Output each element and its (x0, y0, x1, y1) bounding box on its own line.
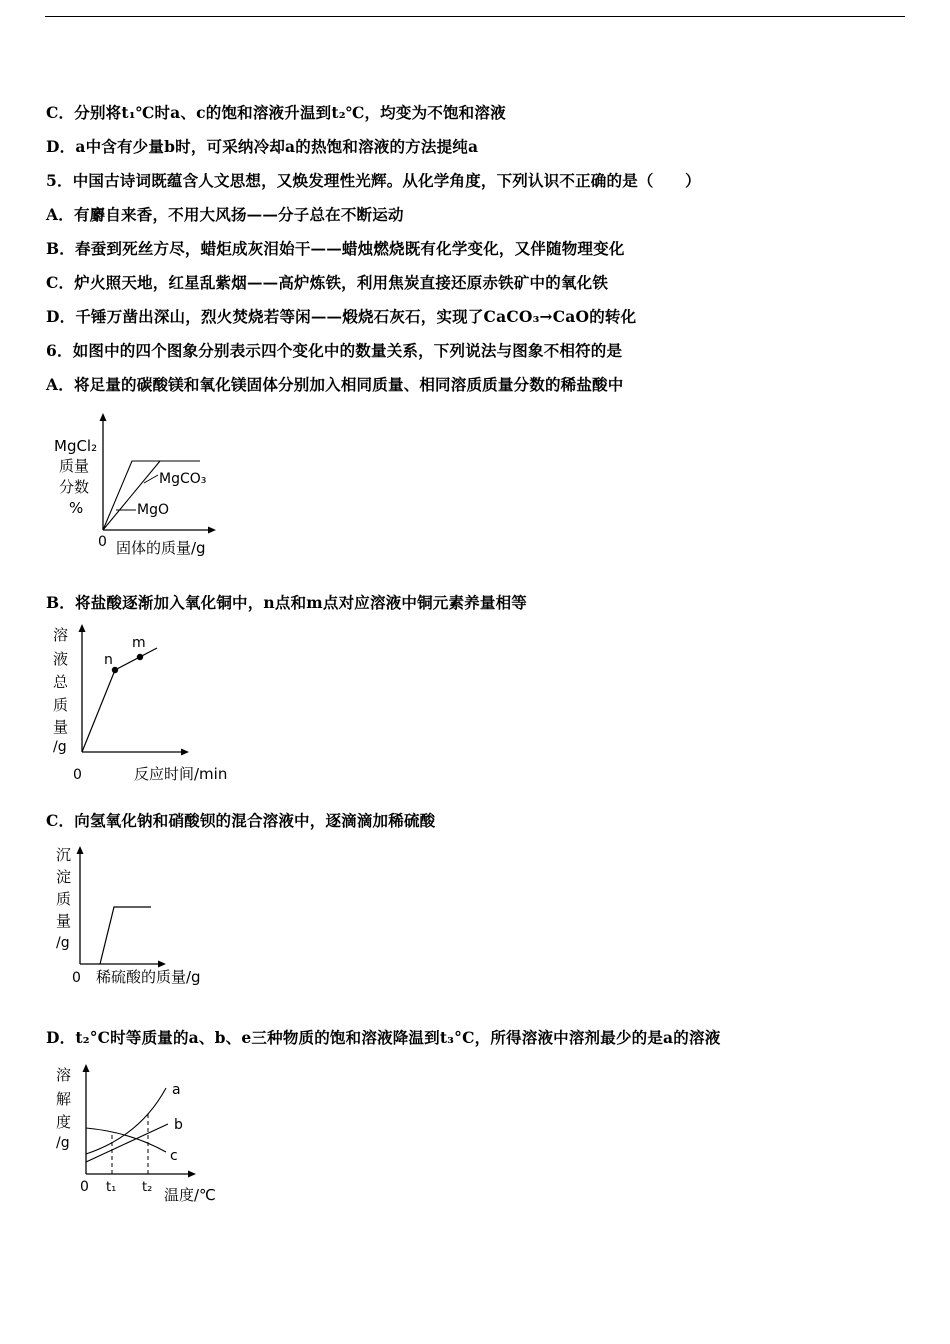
x-axis-arrow (181, 749, 189, 756)
header-rule (45, 16, 905, 17)
point-m-label: m (132, 635, 146, 651)
question-5-option-d (46, 305, 636, 327)
graph-b (40, 620, 250, 790)
question-5-option-b (46, 237, 625, 259)
x-axis-arrow (188, 1171, 196, 1178)
y-label-char-3: 质 (56, 890, 72, 908)
option-text: 有麝自来香，不用大风扬——分子总在不断运动 (73, 205, 404, 224)
x-axis-arrow (158, 961, 166, 968)
question-6-option-d (46, 1026, 720, 1048)
curve-c (86, 1128, 166, 1152)
y-label-char-3: 度 (56, 1113, 72, 1131)
y-label-char-5: /g (56, 935, 70, 951)
y-label-line-1: MgCl₂ (54, 437, 98, 455)
question-text: 如图中的四个图象分别表示四个变化中的数量关系，下列说法与图象不相符的是 (72, 341, 623, 360)
option-label: B． (46, 239, 76, 258)
y-label-char-5: 量 (53, 718, 69, 736)
y-label-line-4: % (69, 499, 84, 517)
y-label-char-6: /g (53, 739, 67, 755)
y-label-char-1: 溶 (56, 1066, 72, 1084)
option-text: 炉火照天地，红星乱紫烟——高炉炼铁，利用焦炭直接还原赤铁矿中的氧化铁 (74, 273, 609, 292)
series-label-mgo: MgO (137, 502, 169, 518)
option-label: C． (46, 811, 75, 830)
y-label-char-4: 量 (56, 912, 72, 930)
curve-a (86, 1088, 166, 1154)
y-label-char-1: 沉 (56, 846, 72, 864)
mgco3-line (103, 461, 160, 530)
option-label: A． (46, 205, 74, 224)
origin-label: 0 (80, 1179, 89, 1195)
series-label-mgco3: MgCO₃ (159, 471, 207, 487)
question-6-option-c (46, 809, 435, 831)
y-label-line-3: 分数 (59, 478, 90, 496)
y-axis-arrow (83, 1064, 90, 1072)
mgco3-leader (144, 475, 158, 483)
x-axis-label: 温度/℃ (164, 1186, 216, 1204)
graph-c (40, 838, 250, 998)
y-axis-arrow (77, 846, 84, 854)
tick-t1-label: t₁ (106, 1180, 117, 1195)
origin-label: 0 (72, 970, 81, 986)
y-label-char-3: 总 (53, 673, 69, 691)
x-axis-arrow (208, 527, 216, 534)
question-5-option-a (46, 203, 404, 225)
option-label: A． (46, 375, 74, 394)
option-c-previous (46, 101, 506, 123)
option-label: C． (46, 273, 75, 292)
option-label: D． (46, 137, 76, 156)
precipitate-curve (100, 907, 151, 964)
question-number: 5． (46, 171, 73, 190)
y-axis-arrow (100, 413, 107, 421)
option-label: C． (46, 103, 75, 122)
question-6-option-a (46, 373, 623, 395)
graph-a (40, 405, 240, 565)
question-6 (46, 339, 622, 361)
curve-b-label: b (174, 1117, 183, 1133)
y-label-char-1: 溶 (53, 626, 69, 644)
tick-t2-label: t₂ (142, 1180, 153, 1195)
option-text: 春蚕到死丝方尽，蜡炬成灰泪始干——蜡烛燃烧既有化学变化，又伴随物理变化 (75, 239, 625, 258)
y-axis-arrow (79, 624, 86, 632)
y-label-char-2: 解 (56, 1090, 72, 1108)
option-text: 千锤万凿出深山，烈火焚烧若等闲——煅烧石灰石，实现了CaCO₃→CaO的转化 (75, 307, 637, 326)
question-5 (46, 169, 701, 191)
option-label: D． (46, 307, 76, 326)
option-text: t₂°C时等质量的a、b、e三种物质的饱和溶液降温到t₃°C，所得溶液中溶剂最少的是a的溶液 (75, 1028, 721, 1047)
question-number: 6． (46, 341, 73, 360)
mass-curve (82, 648, 157, 752)
x-axis-label: 反应时间/min (134, 765, 228, 783)
option-label: D． (46, 1028, 76, 1047)
option-label: B． (46, 593, 76, 612)
option-text: 向氢氧化钠和硝酸钡的混合溶液中，逐滴滴加稀硫酸 (74, 811, 436, 830)
origin-label: 0 (98, 534, 107, 550)
y-label-char-2: 液 (53, 650, 69, 668)
y-label-char-4: /g (56, 1135, 70, 1151)
option-text: 分别将t₁℃时a、c的饱和溶液升温到t₂℃，均变为不饱和溶液 (74, 103, 506, 122)
curve-c-label: c (170, 1148, 178, 1164)
option-text: 将盐酸逐渐加入氧化铜中，n点和m点对应溶液中铜元素养量相等 (75, 593, 527, 612)
y-label-char-2: 淀 (56, 868, 72, 886)
option-d-previous (46, 135, 478, 157)
graph-d (40, 1058, 260, 1208)
point-m (137, 654, 143, 660)
curve-a-label: a (172, 1082, 181, 1098)
x-axis-label: 固体的质量/g (116, 539, 206, 557)
option-text: a中含有少量b时，可采纳冷却a的热饱和溶液的方法提纯a (75, 137, 479, 156)
question-6-option-b (46, 591, 527, 613)
y-label-char-4: 质 (53, 696, 69, 714)
point-n-label: n (104, 652, 113, 668)
y-label-line-2: 质量 (59, 457, 90, 475)
origin-label: 0 (73, 767, 82, 783)
option-text: 将足量的碳酸镁和氧化镁固体分别加入相同质量、相同溶质质量分数的稀盐酸中 (73, 375, 624, 394)
question-5-option-c (46, 271, 608, 293)
question-text: 中国古诗词既蕴含人文思想，又焕发理性光辉。从化学角度，下列认识不正确的是（ ） (72, 171, 701, 190)
x-axis-label: 稀硫酸的质量/g (96, 968, 201, 986)
